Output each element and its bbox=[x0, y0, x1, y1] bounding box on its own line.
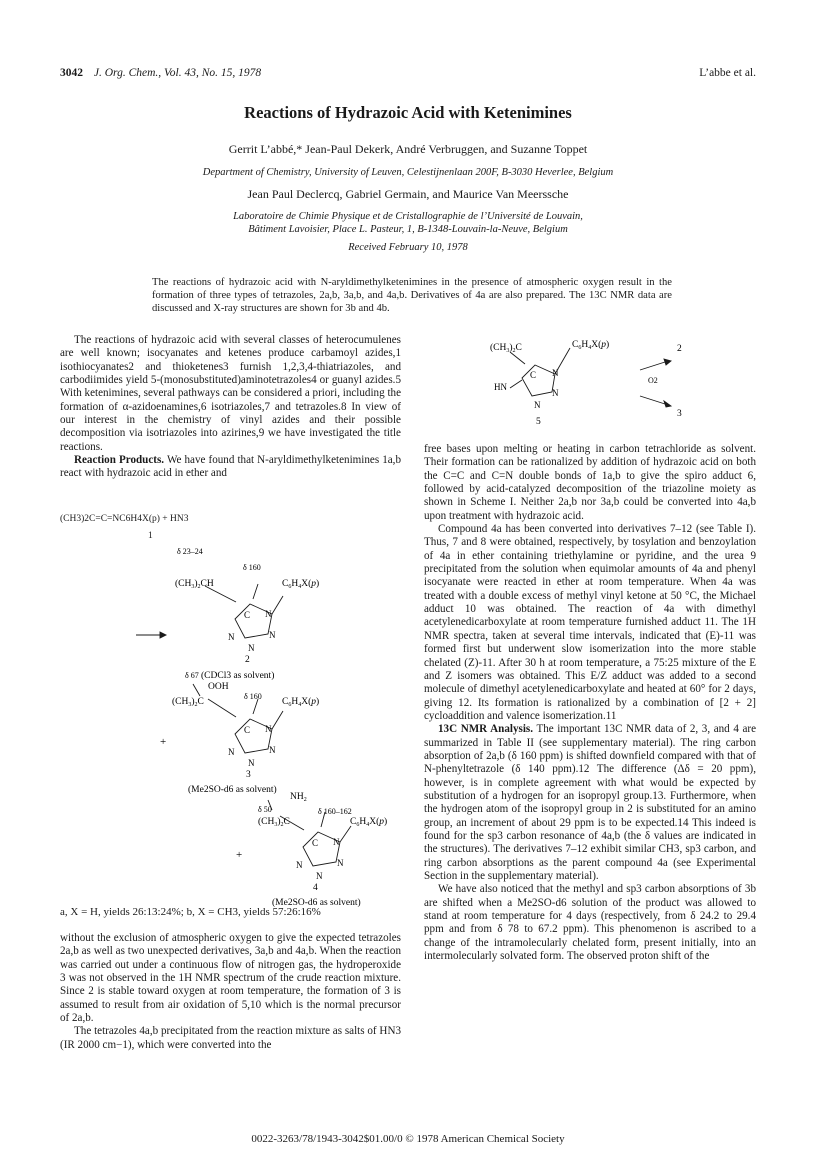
svg-text:N: N bbox=[337, 858, 344, 868]
reaction-scheme bbox=[60, 514, 405, 914]
svg-text:C6H4X(p): $C_6H_4X(p)$ bbox=[282, 697, 320, 708]
section-heading-reaction-products: Reaction Products. bbox=[74, 454, 165, 467]
reactant-compound-number: 1 bbox=[148, 531, 153, 541]
shift-2-methyl: δ 23–24 bbox=[177, 547, 203, 556]
section-heading-nmr: 13C NMR Analysis. bbox=[438, 723, 534, 736]
svg-text:HN: HN bbox=[494, 382, 507, 392]
received-date: Received February 10, 1978 bbox=[348, 242, 468, 253]
arrow-product-3: 3 bbox=[677, 409, 682, 419]
nmr-paragraph: The important 13C NMR data of 2, 3, and 4 are summarized in Table II (see supplementary material). The ring carbon absorption of 2a,b (δ 160 ppm) is shifted downfield compared with that of N-phenyltetrazole (δ 140 ppm).12 The difference (Δδ = 20 ppm), however, is in complete agreement with what would be expected by substitution of a hydrogen for an isopropyl group.13. Furthermore, when the hydrogen atom of the isopropyl group in 2 is substituted for an amino group, an increment of about 29 ppm is to be expected.14 This indeed is found for the sp3 carbon resonance of 4a,b (the δ values are indicated in the structures). The derivatives 7–12 exhibit similar CH3, sp3 carbon, and ring carbon absorptions as the parent compound 4a (see Experimental Section in the supplementary material). bbox=[424, 723, 756, 882]
svg-text:C6H4X(p): $C_6H_4X(p)$ bbox=[350, 817, 388, 828]
svg-text:N: N bbox=[534, 400, 541, 410]
svg-text:(CH3)2CH: $(CH_3)_2CH$ bbox=[175, 579, 214, 590]
svg-text:C6H4X(p): $C_6H_4X(p)$ bbox=[282, 579, 320, 590]
derivatives-paragraph: Compound 4a has been converted into derivatives 7–12 (see Table I). Thus, 7 and 8 were obtained, respectively, by tosylation and benzoylation of 4a in ether containing triethylamine or pyridine, and the urea 9 precipitated from the solution when equimolar amounts of 4a and phenyl isocyanate were reacted in ether at room temperature. When 4a was treated with a double excess of methyl vinyl ketone at 50 °C, the Michael adduct 10 was obtained. The reaction of 4a with dimethyl acetylenedicarboxylate at room temperature furnished adduct 11. The 1H NMR spectra, taken at several time intervals, indicated that (E)-11 was formed first but underwent slow isomerization into the more stable chelated (Z)-11. After 30 h at room temperature, a 75:25 mixture of the E and Z isomers was obtained. This E/Z adduct was added to a second molecule of dimethyl acetylenedicarboxylate and heated at 60° for 2 days, giving 12. Its formation is rationalized by a combination of [2 + 2] cycloaddition and valence isomerization.11 bbox=[424, 523, 756, 722]
svg-text:N: N bbox=[248, 758, 255, 768]
svg-text:C: C bbox=[312, 838, 319, 848]
tetrazole-structures bbox=[60, 514, 405, 914]
arrow-product-2: 2 bbox=[677, 344, 682, 354]
affiliation-1: Department of Chemistry, University of Leuven, Celestijnenlaan 200F, B-3030 Heverlee, Belgium bbox=[202, 167, 614, 178]
svg-text:C: C bbox=[244, 725, 251, 735]
svg-text:C: C bbox=[530, 370, 537, 380]
svg-text:N: N bbox=[228, 632, 235, 642]
svg-text:N: N bbox=[296, 860, 303, 870]
svg-text:(CH3)2C: $(CH_3)_2C$ bbox=[172, 697, 204, 708]
compound-5-label: 5 bbox=[536, 417, 541, 427]
svg-text:N: N bbox=[269, 745, 276, 755]
shift-2-ring: δ 160 bbox=[243, 563, 261, 572]
svg-text:NH2: $NH_2$ bbox=[290, 792, 307, 803]
svg-text:N: N bbox=[269, 630, 276, 640]
abstract: The reactions of hydrazoic acid with N-aryldimethylketenimines in the presence of atmospheric oxygen result in the formation of three types of tetrazoles, 2a,b, 3a,b, and 4a,b. Derivatives of 4a are also prepared. The 13C NMR data are discussed and X-ray structures are shown for 3b and 4b. bbox=[152, 277, 672, 315]
plus-sign-3: + bbox=[160, 736, 167, 748]
svg-text:(CH3)2C: $(CH_3)_2C$ bbox=[490, 343, 522, 354]
right-column bbox=[424, 443, 756, 963]
page-header bbox=[60, 67, 261, 79]
oxygen-reagent: O2 bbox=[648, 376, 658, 385]
shift-4-carbon: δ 50 bbox=[258, 805, 272, 814]
svg-text:N: N bbox=[316, 871, 323, 881]
left-column-intro bbox=[60, 334, 401, 481]
svg-text:N: N bbox=[265, 609, 272, 619]
svg-text:(CH3)2C: $(CH_3)_2C$ bbox=[258, 817, 290, 828]
shift-4-ring: δ 160–162 bbox=[318, 807, 352, 816]
free-bases-paragraph: free bases upon melting or heating in carbon tetrachloride as solvent. Their formation can be rationalized by addition of hydrazoic acid on both the C=C and C=N double bonds of 1a,b to give the spiro adduct 6, followed by acid-catalyzed decomposition of the triazoline moiety as shown in Scheme I. Neither 2a,b nor 3a,b could be converted into 4a,b upon treatment with hydrazoic acid. bbox=[424, 443, 756, 522]
yields-line: a, X = H, yields 26:13:24%; b, X = CH3, yields 57:26:16% bbox=[60, 906, 321, 918]
compound-3-label: 3 bbox=[246, 770, 251, 780]
oxygen-paragraph: without the exclusion of atmospheric oxygen to give the expected tetrazoles 2a,b as well as two unexpected derivatives, 3a,b and 4a,b. When the reaction was carried out under a continuous flow of nitrogen gas, the hydroperoxide 3 was not observed in the 1H NMR spectrum of the crude reaction mixture. Since 2 is stable toward oxygen at room temperature, the formation of 3 is assumed to result from air oxidation of 5,10 which is the normal precursor of 2a,b. bbox=[60, 932, 401, 1025]
affiliation-2-line-2: Bâtiment Lavoisier, Place L. Pasteur, 1, B-1348-Louvain-la-Neuve, Belgium bbox=[248, 224, 568, 235]
affiliation-2-line-1: Laboratoire de Chimie Physique et de Cristallographie de l’Université de Louvain, bbox=[233, 211, 583, 222]
article-title: Reactions of Hydrazoic Acid with Ketenimines bbox=[244, 103, 572, 122]
intro-paragraph: The reactions of hydrazoic acid with several classes of heterocumulenes are well known; isocyanates and ketenes produce carbamoyl azides,1 isothiocyanates2 and thioketenes3 furnish 1,2,3,4-thiatriazoles, and carbodiimides yield 5-(monosubstituted)aminotetrazoles4 or guanyl azides.5 With ketenimines, several pathways can be considered a priori, including the formation of α-azidoenamines,6 isotriazoles,7 and tetrazoles.8 In view of our interest in the chemistry of vinyl azides and their possible decomposition via isotriazoles into azirines,9 we have investigated the title reactions. bbox=[60, 334, 401, 453]
reaction-products-paragraph: We have found that N-aryldimethylketenimines 1a,b react with hydrazoic acid in ether and bbox=[60, 454, 401, 480]
page-number: 3042 bbox=[60, 67, 83, 79]
svg-text:N: N bbox=[552, 388, 559, 398]
plus-sign-4: + bbox=[236, 849, 243, 861]
journal-citation: J. Org. Chem., Vol. 43, No. 15, 1978 bbox=[93, 67, 262, 79]
svg-text:N: N bbox=[248, 643, 255, 653]
solvent-3: (Me2SO-d6 as solvent) bbox=[188, 785, 277, 795]
intermediate-5-structure bbox=[470, 330, 730, 445]
authors-group-1: Gerrit L’abbé,* Jean-Paul Dekerk, André Verbruggen, and Suzanne Toppet bbox=[228, 142, 588, 156]
svg-text:OOH: OOH bbox=[208, 682, 229, 692]
running-author: L’abbe et al. bbox=[699, 67, 756, 79]
authors-group-2: Jean Paul Declercq, Gabriel Germain, and Maurice Van Meerssche bbox=[247, 187, 569, 201]
compound-2-label: 2 bbox=[245, 655, 250, 665]
left-column-continued bbox=[60, 932, 401, 1052]
salts-paragraph: The tetrazoles 4a,b precipitated from the reaction mixture as salts of HN3 (IR 2000 cm−1), which were converted into the bbox=[60, 1025, 401, 1051]
solvent-4: (Me2SO-d6 as solvent) bbox=[272, 898, 361, 908]
svg-text:C6H4X(p): $C_6H_4X(p)$ bbox=[572, 340, 610, 351]
copyright-footer: 0022-3263/78/1943-3042$01.00/0 © 1978 American Chemical Society bbox=[251, 1133, 565, 1145]
svg-text:N: N bbox=[552, 368, 559, 378]
methyl-shift-paragraph: We have also noticed that the methyl and sp3 carbon absorptions of 3b are shifted when a Me2SO-d6 solution of the product was allowed to stand at room temperature for 4 days (respectively, from δ 24.2 to 29.4 ppm and from δ 78 to 67.2 ppm). This phenomenon is ascribed to a change of the intramolecularly chelated form, present initially, into an intermolecularly solvated form. The observed proton shift of the bbox=[424, 883, 756, 963]
compound-4-label: 4 bbox=[313, 883, 318, 893]
reactant-equation: (CH3)2C=C=NC6H4X(p) + HN3 bbox=[60, 514, 189, 524]
svg-text:N: N bbox=[333, 837, 340, 847]
solvent-2: (CDCl3 as solvent) bbox=[201, 671, 275, 681]
shift-3-methyl: δ 67 bbox=[185, 671, 199, 680]
svg-text:N: N bbox=[265, 724, 272, 734]
shift-3-ring: δ 160 bbox=[244, 692, 262, 701]
svg-text:N: N bbox=[228, 747, 235, 757]
svg-text:C: C bbox=[244, 610, 251, 620]
